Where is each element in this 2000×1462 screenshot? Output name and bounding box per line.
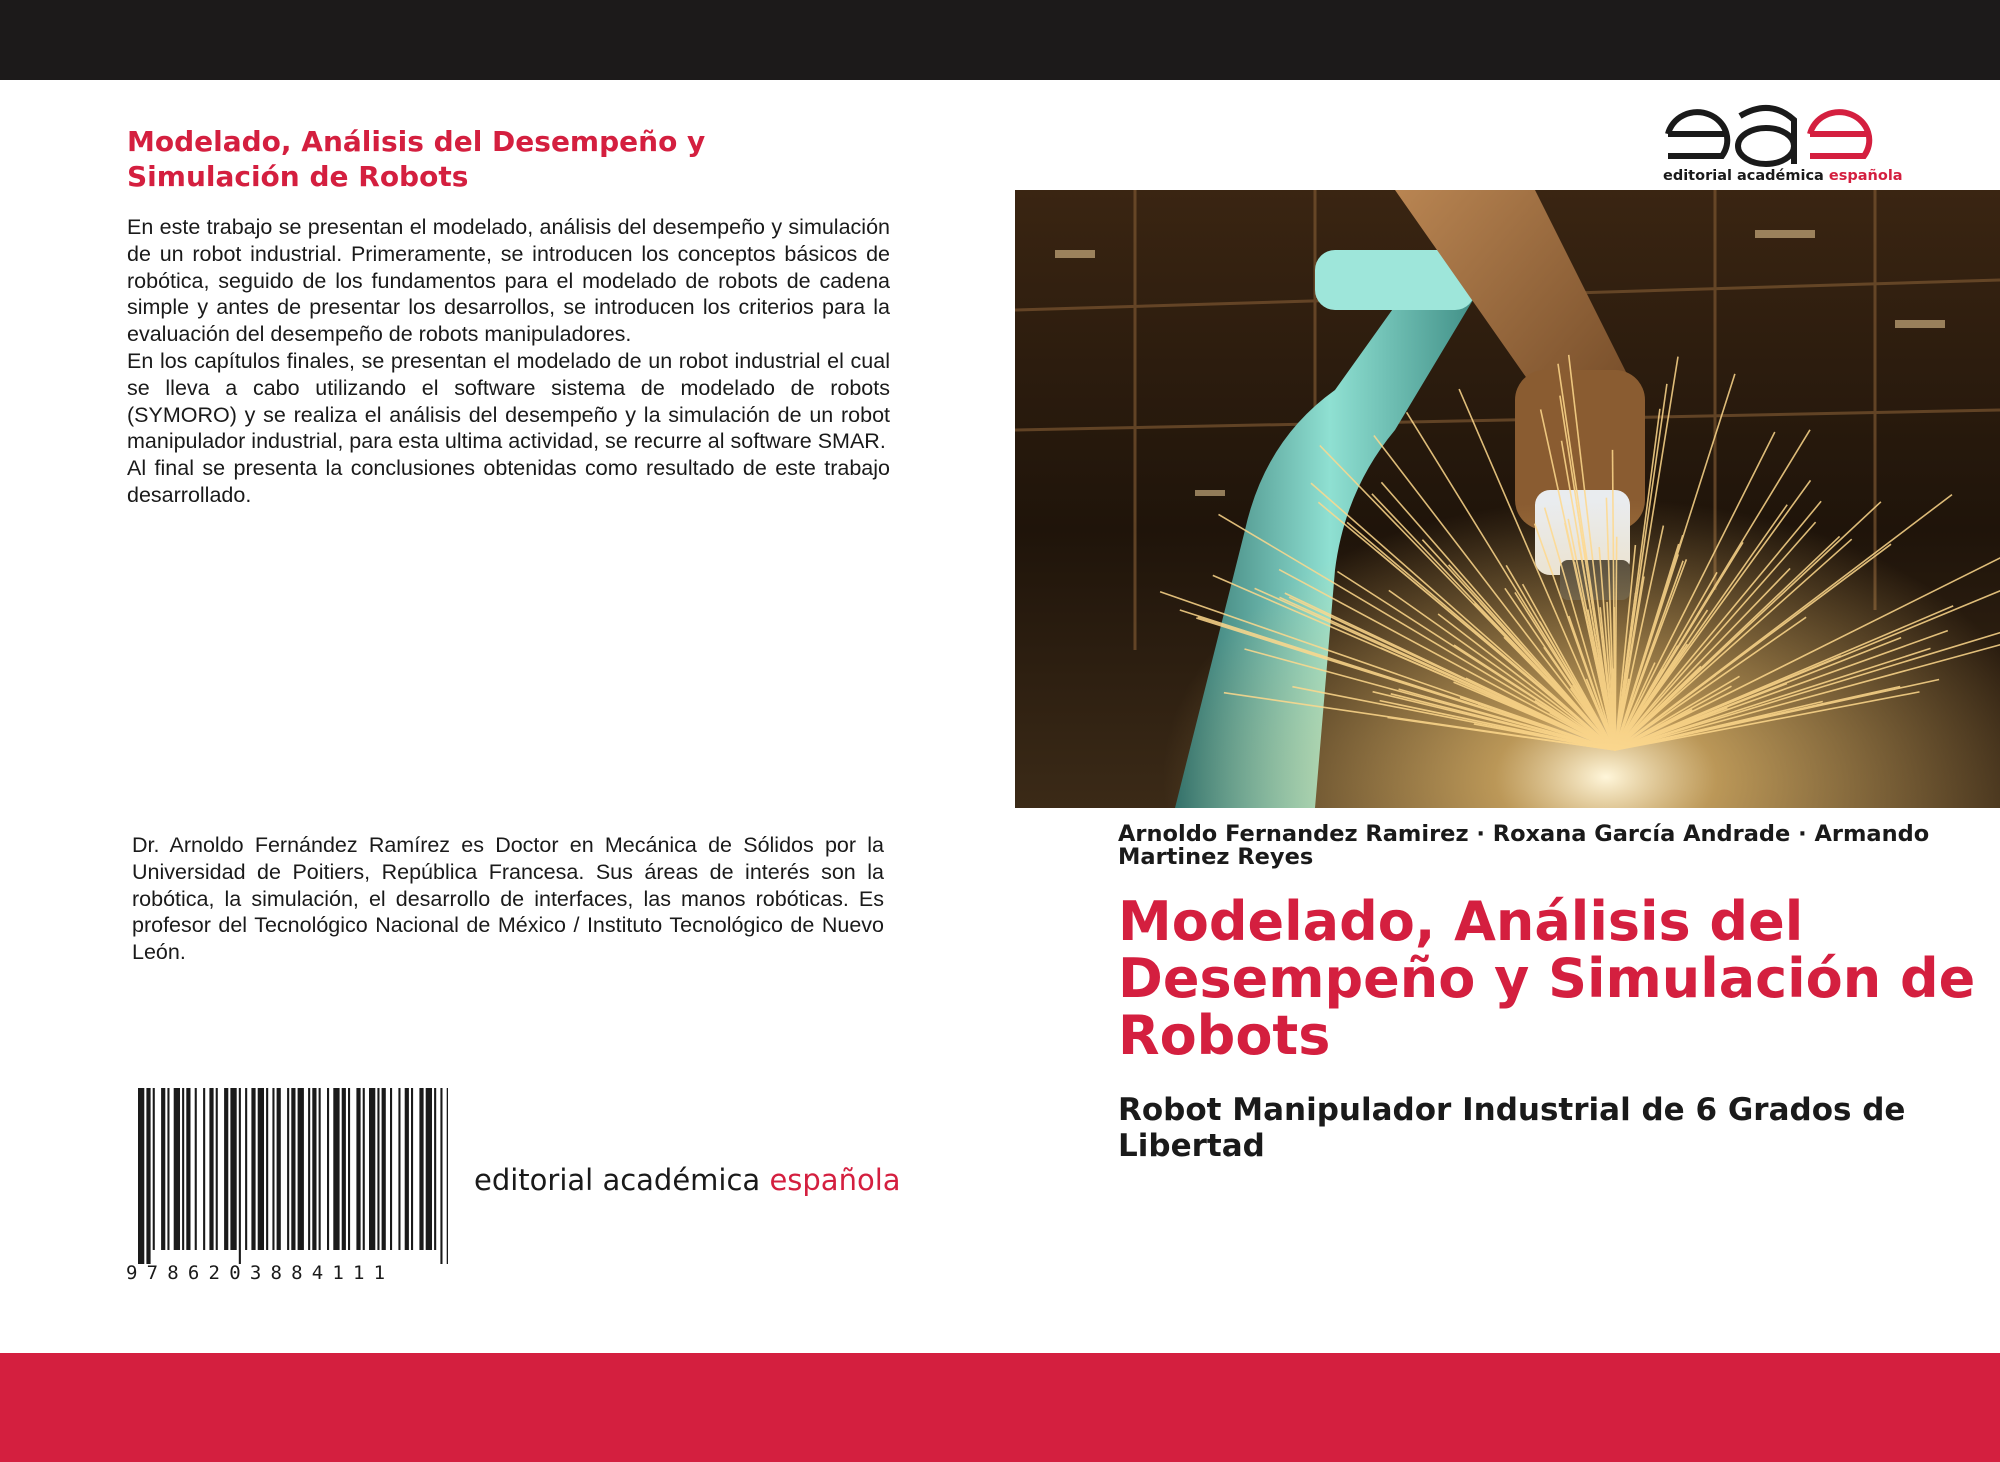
barcode-bar <box>209 1088 213 1250</box>
barcode-bar <box>363 1088 365 1250</box>
barcode-bar <box>291 1088 295 1250</box>
front-cover-subtitle: Robot Manipulador Industrial de 6 Grados de Libertad <box>1118 1092 1906 1164</box>
barcode-bar <box>153 1088 155 1250</box>
barcode-bar <box>333 1088 339 1250</box>
barcode-bar <box>447 1088 448 1264</box>
barcode-bar <box>308 1088 310 1250</box>
barcode-bar <box>377 1088 379 1250</box>
barcode-bar <box>272 1088 274 1250</box>
book-authors: Arnoldo Fernandez Ramirez · Roxana García Andrade · Armando Martinez Reyes <box>1118 821 1930 870</box>
barcode-bar <box>411 1088 413 1250</box>
barcode-bar <box>426 1088 432 1250</box>
barcode-bar <box>167 1088 169 1250</box>
welding-robot-illustration-icon <box>1015 190 2000 808</box>
barcode-bar <box>245 1088 247 1250</box>
barcode-bar <box>287 1088 289 1250</box>
barcode-bar <box>161 1088 165 1250</box>
barcode-bar <box>312 1088 316 1250</box>
barcode-bar <box>224 1088 228 1250</box>
barcode-bar <box>277 1088 281 1250</box>
barcode-bar <box>382 1088 386 1250</box>
barcode-bar <box>266 1088 268 1250</box>
back-cover-summary <box>127 214 890 509</box>
barcode-bar <box>369 1088 375 1250</box>
barcode-bar <box>239 1088 241 1264</box>
barcode-bar <box>405 1088 409 1250</box>
barcode-bar <box>195 1088 197 1250</box>
publisher-name <box>474 1163 901 1197</box>
barcode-bar <box>186 1088 190 1250</box>
back-cover-title: Modelado, Análisis del Desempeño y Simulación de Robots <box>127 125 706 193</box>
logo-text-part1: editorial académica <box>1663 168 1824 184</box>
barcode-bar <box>348 1088 350 1250</box>
barcode-bar <box>327 1088 329 1250</box>
barcode-bar <box>398 1088 400 1250</box>
welding-robot-photo <box>1015 190 2000 808</box>
barcode-bar <box>216 1088 218 1250</box>
barcode-bar <box>419 1088 423 1250</box>
barcode-bar <box>230 1088 236 1250</box>
barcode-bar <box>434 1088 436 1250</box>
barcode-bars <box>138 1088 448 1264</box>
barcode-bar <box>440 1088 442 1264</box>
barcode-bar <box>138 1088 144 1264</box>
logo-text-part2: española <box>1828 168 1903 184</box>
barcode-bar <box>182 1088 184 1250</box>
barcode-bar <box>390 1088 392 1250</box>
top-band <box>0 0 2000 80</box>
isbn-barcode <box>126 1088 456 1288</box>
barcode-bar <box>298 1088 304 1250</box>
barcode-bar <box>251 1088 255 1250</box>
summary-paragraph-2: En los capítulos finales, se presentan el modelado de un robot industrial el cual se lleva a cabo utilizando el software sistema de modelado de robots (SYMORO) y se realiza el análisis del desempeño y la simulación de un robot manipulador industrial, para esta ultima actividad, se recurre al software SMAR. <box>127 348 890 454</box>
author-bio: Dr. Arnoldo Fernández Ramírez es Doctor en Mecánica de Sólidos por la Universidad de Poitiers, República Francesa. Sus áreas de interés son la robótica, la simulación, el desarrollo de interfaces, las manos robóticas. Es profesor del Tecnológico Nacional de México / Instituto Tecnológico de Nuevo León. <box>132 833 884 965</box>
barcode-bar <box>319 1088 321 1250</box>
summary-paragraph-3: Al final se presenta la conclusiones obtenidas como resultado de este trabajo desarrollado. <box>127 456 890 507</box>
isbn-digits: 9786203884111 <box>126 1262 395 1284</box>
barcode-bar <box>174 1088 180 1250</box>
barcode-bar <box>342 1088 346 1250</box>
publisher-name-part2: española <box>769 1163 901 1197</box>
barcode-bar <box>258 1088 264 1250</box>
logo-text <box>1663 168 1903 184</box>
publisher-name-part1: editorial académica <box>474 1163 761 1197</box>
barcode-bar <box>203 1088 205 1250</box>
front-cover-title: Modelado, Análisis del Desempeño y Simulación de Robots <box>1118 890 1976 1067</box>
barcode-bar <box>356 1088 360 1250</box>
summary-paragraph-1: En este trabajo se presentan el modelado, análisis del desempeño y simulación de un robot industrial. Primeramente, se introducen los conceptos básicos de robótica, seguido de los fundamentos para el modelado de robots de cadena simple y antes de presentar los desarrollos, se introducen los criterios para la evaluación del desempeño de robots manipuladores. <box>127 215 890 347</box>
barcode-bar <box>146 1088 150 1264</box>
bottom-band <box>0 1353 2000 1462</box>
